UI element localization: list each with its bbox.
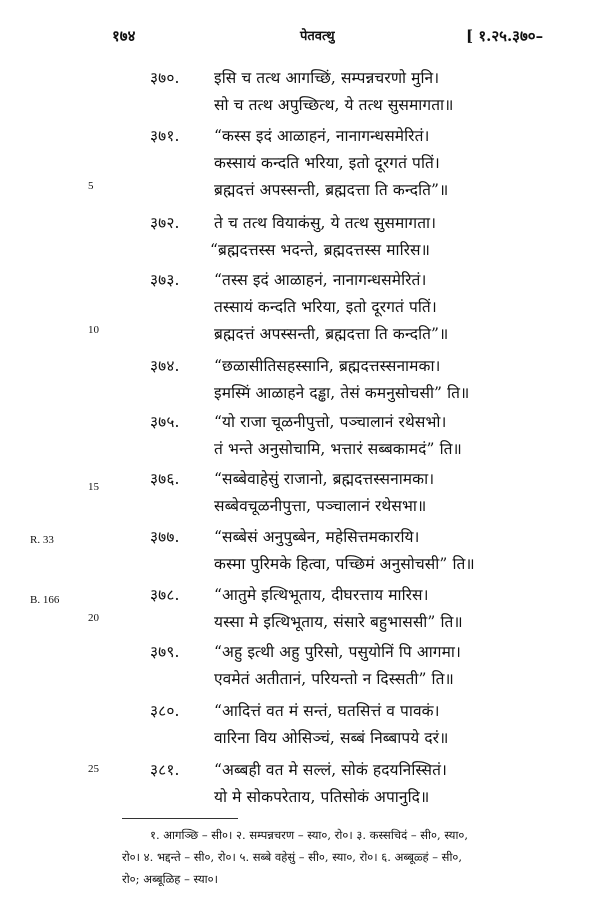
verse-line: ब्रह्मदत्तं अपस्सन्ती, ब्रह्मदत्ता ति कन्दति”॥ [214,181,449,199]
verse-line [150,124,430,146]
verse-line [150,758,447,780]
verse-line: तस्सायं कन्दति भरिया, इतो दूरगतं पतिं। [214,298,437,316]
verse-line: सो च तत्थ अपुच्छित्थ, ये तत्थ सुसमागता॥ [214,96,454,114]
verse-number: ३८०. [150,702,180,720]
line-number-25: 25 [88,763,99,775]
verse-number: ३७९. [150,643,180,661]
verse-text: “आदित्तं वत मं सन्तं, घतसित्तं व पावकं। [214,702,440,720]
verse-line: वारिना विय ओसिञ्चं, सब्बं निब्बापये दरं॥ [214,729,449,747]
verse-line: कस्सायं कन्दति भरिया, इतो दूरगतं पतिं। [214,154,440,172]
verse-reference: [ १.२५.३७०– [466,27,544,45]
verse-number: ३७५. [150,413,180,431]
verse-text: “अब्बही वत मे सल्लं, सोकं हदयनिस्सितं। [214,761,448,779]
verse-line [150,583,429,605]
verse-number: ३७८. [150,586,180,604]
verse-text: “कस्स इदं आळाहनं, नानागन्धसमेरितं। [214,127,430,145]
verse-line [150,525,420,547]
verse-text: इसि च तत्थ आगच्छिं, सम्पन्नचरणो मुनि। [214,69,440,87]
verse-number: ३७६. [150,470,180,488]
verse-line: कस्मा पुरिमके हित्वा, पच्छिमं अनुसोचसी” ति॥ [214,555,475,573]
verse-number: ३७४. [150,357,180,375]
verse-text: “छळासीतिसहस्सानि, ब्रह्मदत्तस्सनामका। [214,357,441,375]
verse-line [150,699,440,721]
verse-text: “तस्स इदं आळाहनं, नानागन्धसमेरितं। [214,271,427,289]
verse-text: “सब्बेसं अनुपुब्बेन, महेसित्तमकारयि। [214,528,420,546]
verse-text: “सब्बेवाहेसुं राजानो, ब्रह्मदत्तस्सनामका। [214,470,435,488]
margin-ref-b166: B. 166 [30,594,60,606]
verse-line: “ब्रह्मदत्तस्स भदन्ते, ब्रह्मदत्तस्स मारिस॥ [210,241,431,259]
margin-ref-r33: R. 33 [30,534,54,546]
verse-line [150,640,461,662]
verse-number: ३८१. [150,761,180,779]
verse-line [150,467,434,489]
line-number-15: 15 [88,481,99,493]
verse-line [150,66,439,88]
verse-text: “अहु इत्थी अहु पुरिसो, पसुयोनिं पि आगमा। [214,643,461,661]
verse-line [150,268,426,290]
verse-text: ते च तत्थ वियाकंसु, ये तत्थ सुसमागता। [214,214,437,232]
footnote-line: रो०; अब्बूळिह – स्या०। [122,872,218,886]
line-number-5: 5 [88,180,94,192]
line-number-20: 20 [88,612,99,624]
verse-line: इमस्मिं आळाहने दड्ढा, तेसं कमनुसोचसी” ति॥ [214,384,470,402]
footnote-rule [122,818,238,819]
verse-line: एवमेतं अतीतानं, परियन्तो न दिस्सती” ति॥ [214,670,454,688]
verse-line: सब्बेवचूळनीपुत्ता, पञ्चालानं रथेसभा॥ [214,497,427,515]
verse-number: ३७७. [150,528,180,546]
verse-number: ३७१. [150,127,180,145]
verse-number: ३७०. [150,69,180,87]
verse-text: “यो राजा चूळनीपुत्तो, पञ्चालानं रथेसभो। [214,413,447,431]
line-number-10: 10 [88,324,99,336]
verse-line: तं भन्ते अनुसोचामि, भत्तारं सब्बकामदं” ति॥ [214,440,462,458]
verse-number: ३७२. [150,214,180,232]
footnote-line: १. आगञ्छि – सी०। २. सम्पन्नचरण – स्या०, रो०। ३. कस्सचिदं – सी०, स्या०, [150,828,469,842]
page-number: १७४ [112,27,136,45]
footnote-line: रो०। ४. भद्दन्ते – सी०, रो०। ५. सब्बे वहेसुं – सी०, स्या०, रो०। ६. अब्बूळ्हं – सी०, [122,850,463,864]
verse-line [150,410,446,432]
page-header [0,8,600,45]
verse-line [150,354,441,376]
verse-line: यो मे सोकपरेताय, पतिसोकं अपानुदि॥ [214,788,430,806]
verse-text: “आतुमे इत्थिभूताय, दीघरत्ताय मारिस। [214,586,429,604]
verse-line: यस्सा मे इत्थिभूताय, संसारे बहुभाससी” ति॥ [214,613,463,631]
verse-number: ३७३. [150,271,180,289]
verse-line [150,211,436,233]
running-title: पेतवत्थु [300,29,335,44]
verse-line: ब्रह्मदत्तं अपस्सन्ती, ब्रह्मदत्ता ति कन्दति”॥ [214,325,449,343]
